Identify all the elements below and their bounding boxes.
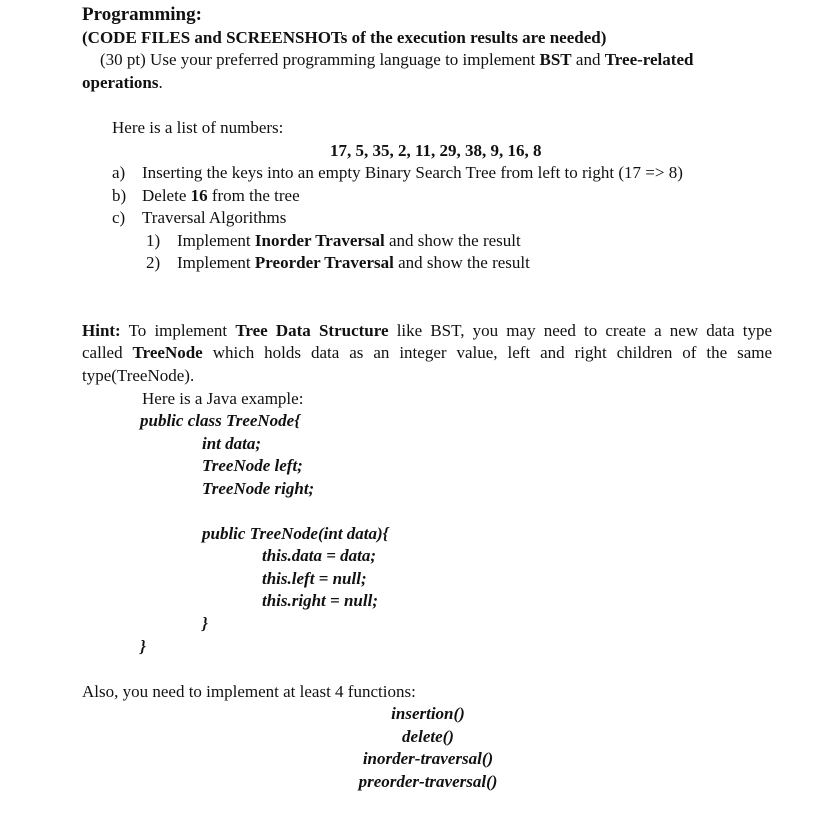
task-c1-bold: Inorder Traversal	[254, 231, 385, 250]
hint-line-1	[82, 320, 772, 342]
task-c2-pre: Implement	[177, 253, 251, 272]
task-c2-text	[177, 252, 530, 274]
function-item: inorder-traversal()	[362, 749, 494, 768]
intro-line-2	[82, 72, 163, 94]
numbers-intro: Here is a list of numbers:	[112, 118, 284, 137]
function-item: delete()	[402, 727, 454, 746]
hint-l1-b: like BST, you may need to create a new data type	[396, 321, 772, 340]
and-text: and	[575, 50, 601, 69]
hint-l1-a: To implement	[128, 321, 228, 340]
code-assign-data: this.data = data;	[262, 546, 377, 565]
task-c1-post: and show the result	[389, 231, 521, 250]
hint-line-3: type(TreeNode).	[82, 366, 195, 385]
task-c2-marker: 2)	[146, 253, 161, 272]
task-c-text: Traversal Algorithms	[142, 208, 287, 227]
hint-l2-a: called	[82, 343, 123, 362]
hint-label: Hint:	[82, 321, 121, 340]
tree-related-term: Tree-related	[604, 50, 694, 69]
task-c2-post: and show the result	[398, 253, 530, 272]
task-c1-marker: 1)	[146, 231, 161, 250]
intro-line	[100, 49, 693, 71]
code-assign-right: this.right = null;	[262, 591, 378, 610]
task-c2-bold: Preorder Traversal	[254, 253, 394, 272]
intro-period: .	[158, 73, 163, 92]
task-b-pre: Delete	[142, 186, 187, 205]
task-c-marker: c)	[112, 208, 126, 227]
function-item: preorder-traversal()	[358, 772, 498, 791]
numbers-list: 17, 5, 35, 2, 11, 29, 38, 9, 16, 8	[330, 141, 542, 160]
code-class-close: }	[140, 637, 146, 656]
points-label: (30 pt)	[100, 50, 146, 69]
hint-line-2	[82, 342, 772, 364]
task-b-post: from the tree	[211, 186, 300, 205]
functions-intro: Also, you need to implement at least 4 functions:	[82, 682, 416, 701]
function-item: insertion()	[391, 704, 465, 723]
task-c1-pre: Implement	[177, 231, 251, 250]
task-c1-text	[177, 230, 521, 252]
code-class-decl: public class TreeNode{	[140, 411, 301, 430]
intro-text: Use your preferred programming language to implement	[150, 50, 536, 69]
task-a-text: Inserting the keys into an empty Binary Search Tree from left to right (17 => 8)	[142, 163, 683, 182]
hint-l2-bold: TreeNode	[132, 343, 203, 362]
task-b-text	[142, 185, 300, 207]
task-a-marker: a)	[112, 163, 126, 182]
hint-l1-bold: Tree Data Structure	[235, 321, 389, 340]
code-field-right: TreeNode right;	[202, 479, 315, 498]
operations-term: operations	[82, 73, 159, 92]
code-ctor-decl: public TreeNode(int data){	[202, 524, 389, 543]
page-title: Programming:	[82, 4, 202, 25]
bst-term: BST	[539, 50, 572, 69]
task-b-marker: b)	[112, 186, 127, 205]
example-intro: Here is a Java example:	[142, 389, 304, 408]
hint-l2-b: which holds data as an integer value, left and right children of the same	[212, 343, 773, 362]
code-ctor-close: }	[202, 614, 208, 633]
code-assign-left: this.left = null;	[262, 569, 367, 588]
code-field-data: int data;	[202, 434, 262, 453]
page-subtitle: (CODE FILES and SCREENSHOTs of the execution results are needed)	[82, 28, 607, 47]
code-field-left: TreeNode left;	[202, 456, 303, 475]
task-b-bold: 16	[190, 186, 208, 205]
